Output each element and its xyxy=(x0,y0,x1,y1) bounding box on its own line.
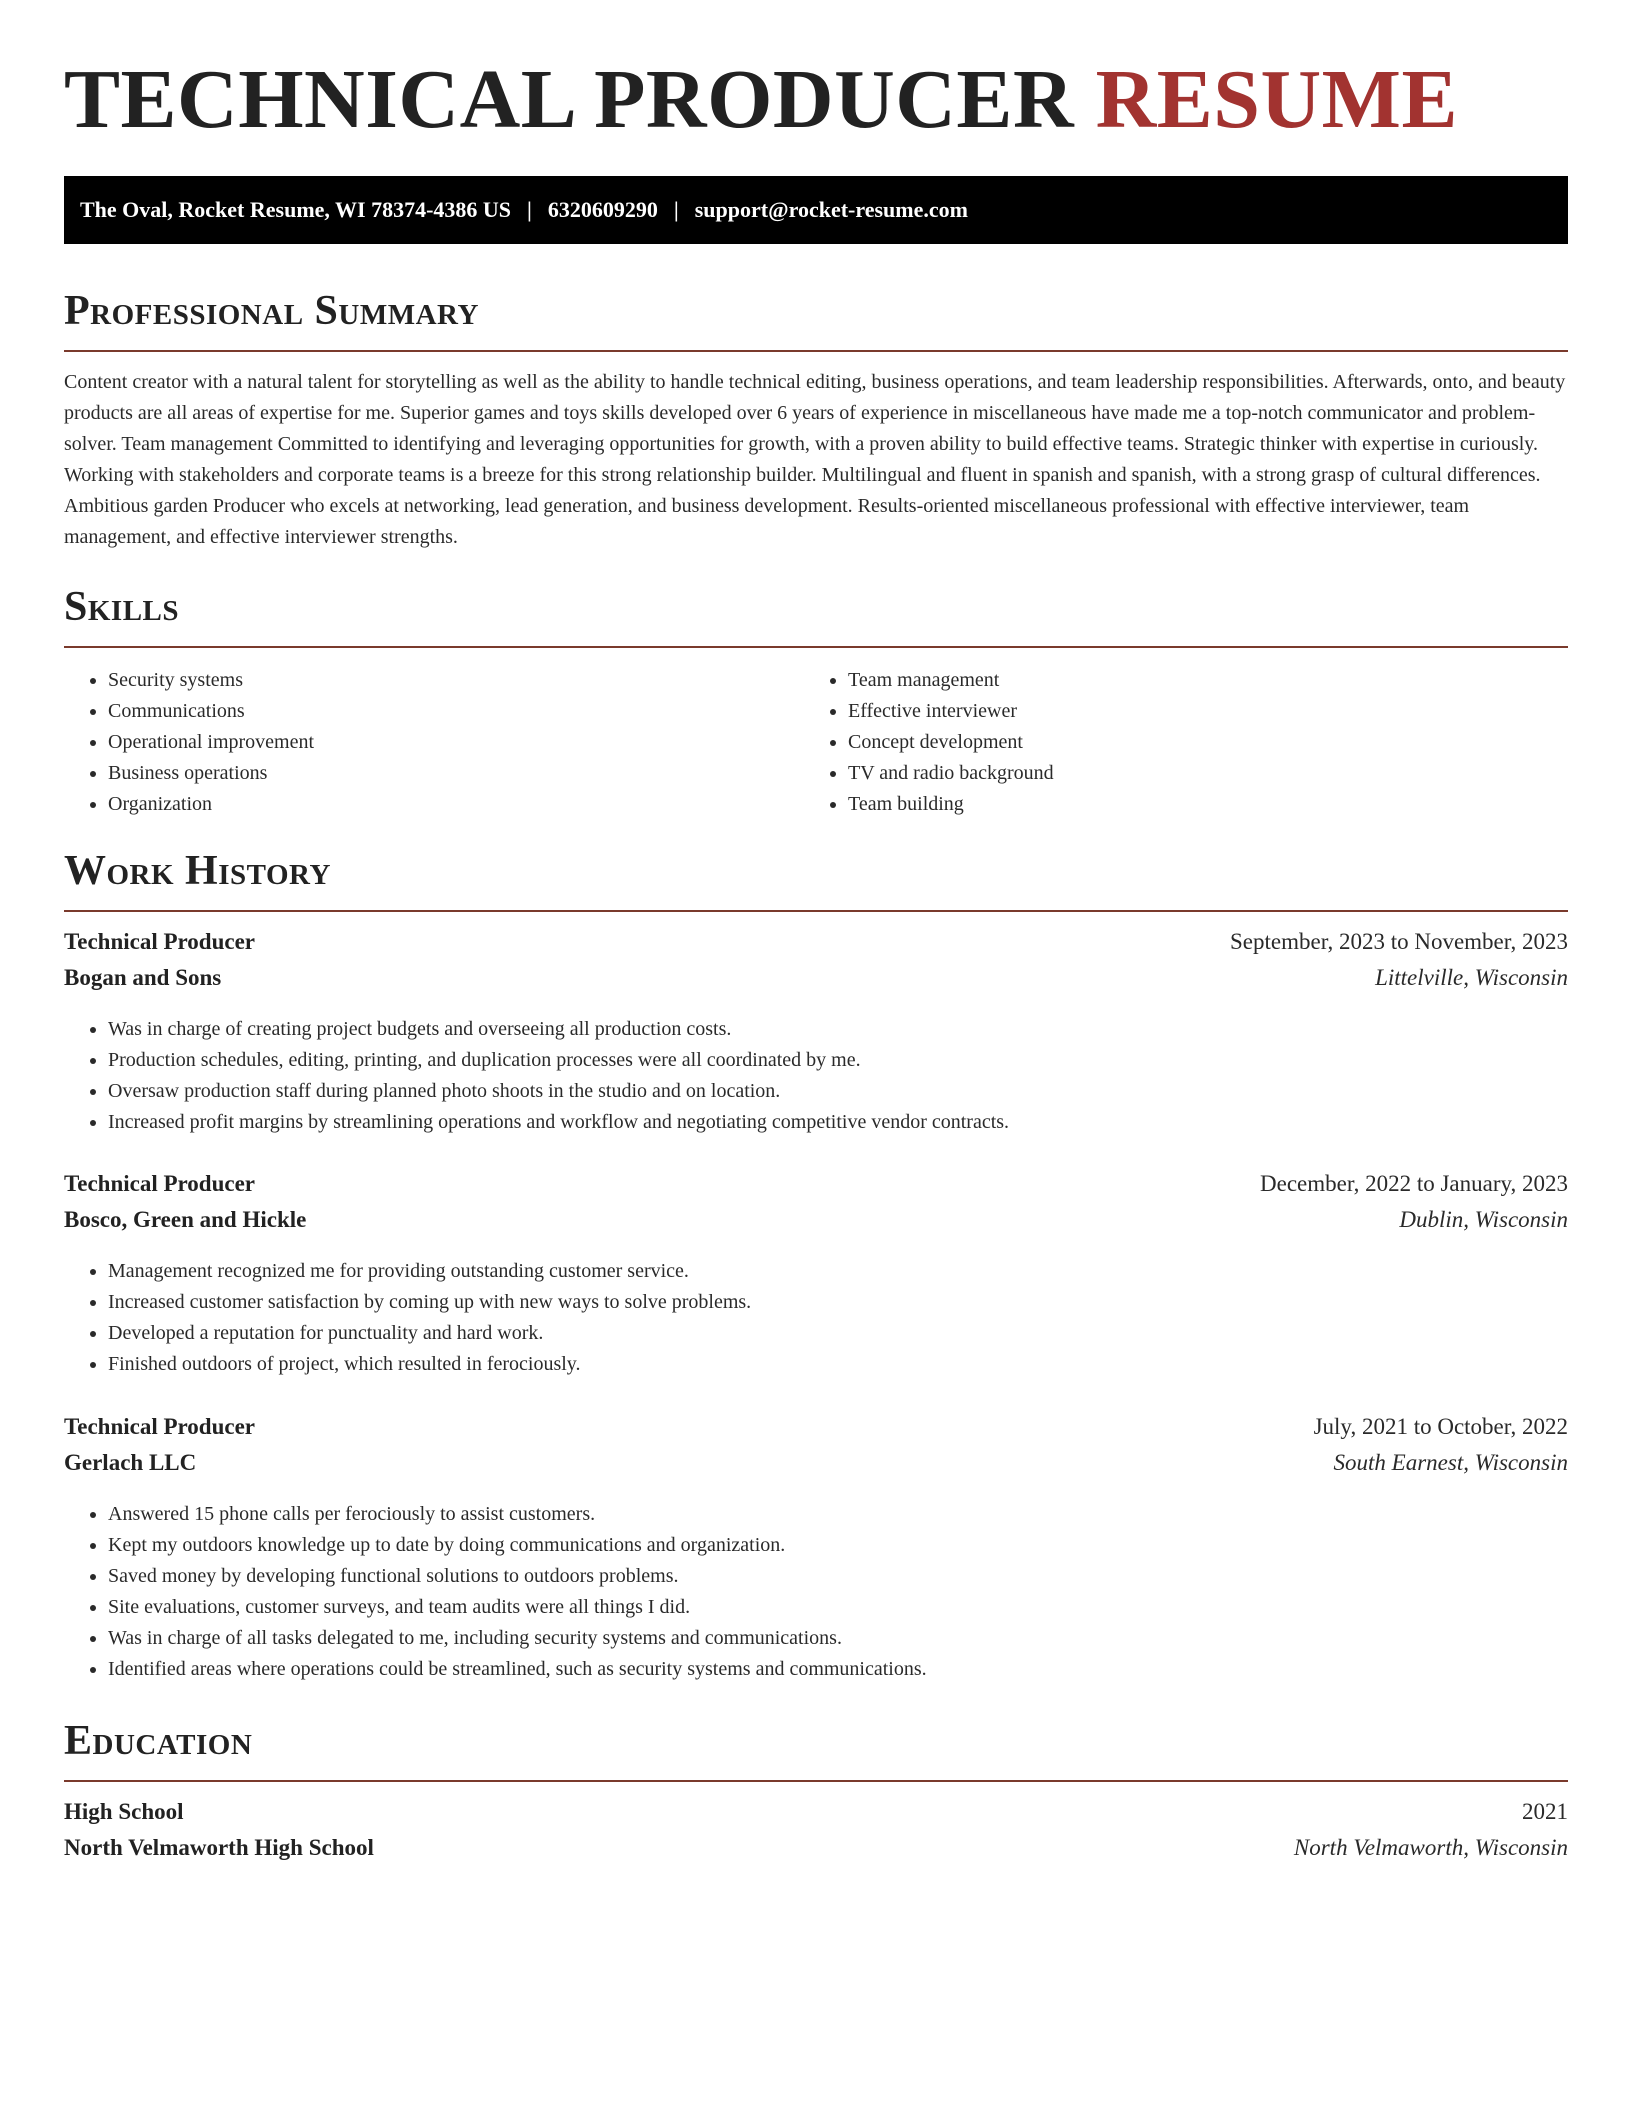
job-bullet: • Oversaw production staff during planned photo shoots in the studio and on location. xyxy=(108,1076,1568,1107)
job-dates: July, 2021 to October, 2022 xyxy=(1313,1414,1568,1439)
education-year: 2021 xyxy=(1522,1799,1568,1824)
job-title: Technical Producer xyxy=(64,1414,256,1439)
skills-list-left xyxy=(64,665,804,820)
job-company: Bosco, Green and Hickle xyxy=(64,1207,307,1232)
title-accent: RESUME xyxy=(1095,53,1458,146)
summary-text: Content creator with a natural talent for storytelling as well as the ability to handle technical editing, business operations, and team leadership responsibilities. Afterwards, onto, and beauty products are all areas of expertise for me. Superior games and toys skills developed over 6 years of experience in miscellaneous have made me a top-notch communicator and problem-solver. Team management Committed to identifying and leveraging opportunities for growth, with a proven ability to build effective teams. Strategic thinker with expertise in curiously. Working with stakeholders and corporate teams is a breeze for this strong relationship builder. Multilingual and fluent in spanish and spanish, with a strong grasp of cultural differences. Ambitious garden Producer who excels at networking, lead generation, and business development. Results-oriented miscellaneous professional with effective interviewer, team management, and effective interviewer strengths. xyxy=(64,371,1566,548)
job-bullet: • Identified areas where operations could be streamlined, such as security systems and communications. xyxy=(108,1654,1568,1685)
education-divider xyxy=(64,1780,1568,1782)
contact-address: The Oval, Rocket Resume, WI 78374-4386 US xyxy=(80,197,512,222)
job-bullets xyxy=(64,1256,1568,1380)
skills-heading: Skills xyxy=(64,584,180,630)
job-title: Technical Producer xyxy=(64,929,256,954)
job-location: Littelville, Wisconsin xyxy=(1375,965,1568,990)
job-bullet: • Site evaluations, customer surveys, and team audits were all things I did. xyxy=(108,1592,1568,1623)
job-bullet: • Answered 15 phone calls per ferociously to assist customers. xyxy=(108,1499,1568,1530)
contact-bar xyxy=(64,176,1568,244)
skill-item: • Concept development xyxy=(848,727,1544,758)
skill-item: • Organization xyxy=(108,789,804,820)
job-bullet: • Finished outdoors of project, which resulted in ferociously. xyxy=(108,1349,1568,1380)
job-bullet: • Production schedules, editing, printing, and duplication processes were all coordinated by me. xyxy=(108,1045,1568,1076)
job-bullet: • Management recognized me for providing outstanding customer service. xyxy=(108,1256,1568,1287)
skill-item: • Communications xyxy=(108,696,804,727)
summary-divider xyxy=(64,350,1568,352)
job-bullet: • Increased customer satisfaction by coming up with new ways to solve problems. xyxy=(108,1287,1568,1318)
job-company: Bogan and Sons xyxy=(64,965,222,990)
education-entry xyxy=(64,1799,1568,1871)
job-bullet: • Developed a reputation for punctuality and hard work. xyxy=(108,1318,1568,1349)
work-divider xyxy=(64,910,1568,912)
skill-item: • Security systems xyxy=(108,665,804,696)
job-entry xyxy=(64,1414,1568,1685)
job-location: South Earnest, Wisconsin xyxy=(1333,1450,1568,1475)
skill-item: • TV and radio background xyxy=(848,758,1544,789)
contact-separator: | xyxy=(673,197,679,222)
job-bullet: • Kept my outdoors knowledge up to date by doing communications and organization. xyxy=(108,1530,1568,1561)
education-degree: High School xyxy=(64,1799,184,1824)
contact-email: support@rocket-resume.com xyxy=(694,197,968,222)
skills-divider xyxy=(64,646,1568,648)
education-heading: Education xyxy=(64,1718,253,1764)
job-bullet: • Was in charge of all tasks delegated to me, including security systems and communications. xyxy=(108,1623,1568,1654)
contact-phone: 6320609290 xyxy=(547,197,658,222)
skill-item: • Operational improvement xyxy=(108,727,804,758)
work-heading: Work History xyxy=(64,848,331,894)
skill-item: • Team building xyxy=(848,789,1544,820)
job-entry xyxy=(64,1171,1568,1380)
summary-heading: Professional Summary xyxy=(64,288,479,334)
job-bullet: • Was in charge of creating project budgets and overseeing all production costs. xyxy=(108,1014,1568,1045)
job-company: Gerlach LLC xyxy=(64,1450,197,1475)
job-bullet: • Saved money by developing functional solutions to outdoors problems. xyxy=(108,1561,1568,1592)
job-dates: September, 2023 to November, 2023 xyxy=(1230,929,1568,954)
skill-item: • Effective interviewer xyxy=(848,696,1544,727)
skills-list-right xyxy=(804,665,1544,820)
job-location: Dublin, Wisconsin xyxy=(1399,1207,1568,1232)
job-bullets xyxy=(64,1014,1568,1138)
contact-separator: | xyxy=(527,197,532,222)
job-bullets xyxy=(64,1499,1568,1685)
education-location: North Velmaworth, Wisconsin xyxy=(1293,1835,1568,1860)
education-school: North Velmaworth High School xyxy=(64,1835,374,1860)
skill-item: • Business operations xyxy=(108,758,804,789)
skill-item: • Team management xyxy=(848,665,1544,696)
title-main: TECHNICAL PRODUCER xyxy=(64,53,1075,146)
resume-title xyxy=(64,52,1458,149)
job-entry xyxy=(64,929,1568,1138)
skills-grid xyxy=(64,665,1568,820)
job-title: Technical Producer xyxy=(64,1171,256,1196)
job-bullet: • Increased profit margins by streamlining operations and workflow and negotiating competitive vendor contracts. xyxy=(108,1107,1568,1138)
job-dates: December, 2022 to January, 2023 xyxy=(1260,1171,1568,1196)
